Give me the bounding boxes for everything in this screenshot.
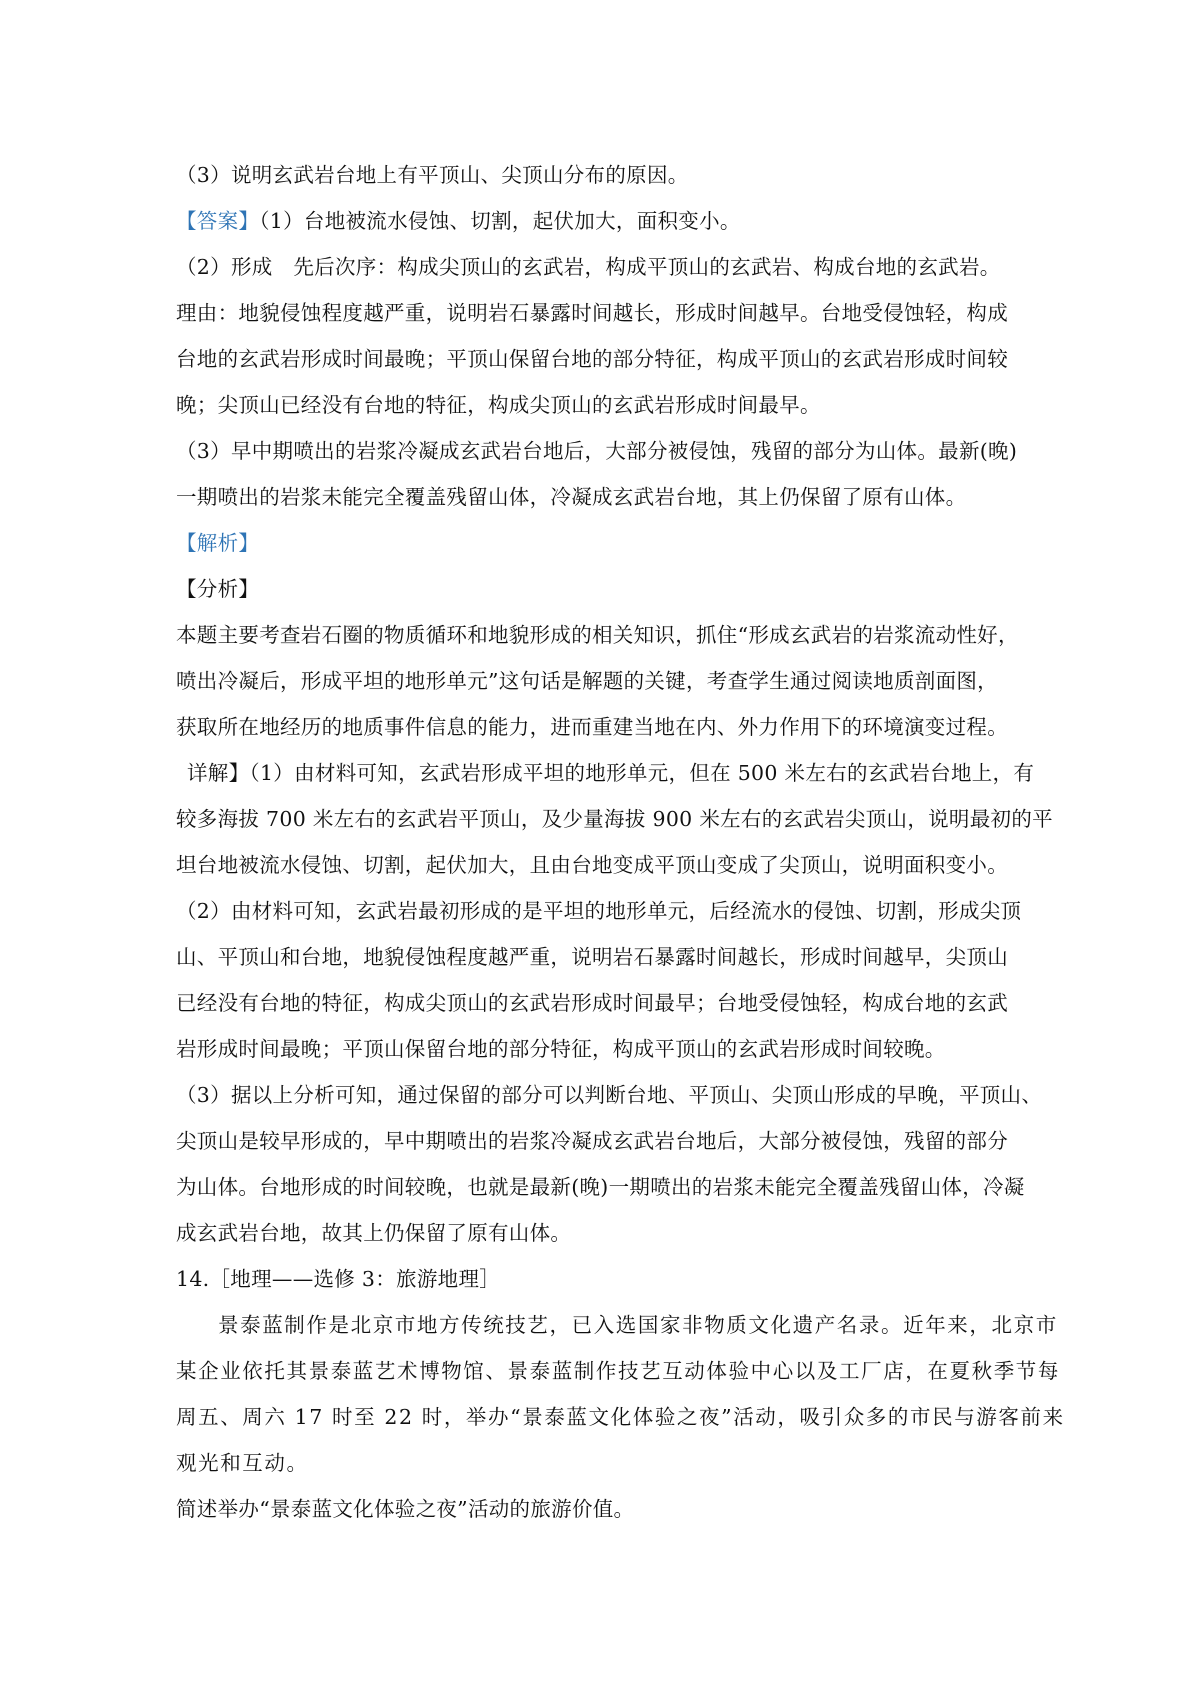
detail-line-1: 详解】（1）由材料可知，玄武岩形成平坦的地形单元，但在 500 米左右的玄武岩台地上，有 xyxy=(187,761,1035,785)
q14-material-line-3: 周五、周六 17 时至 22 时，举办“景泰蓝文化体验之夜”活动，吸引众多的市民与游客前来 xyxy=(176,1405,1065,1429)
q14-material-line-1: 景泰蓝制作是北京市地方传统技艺，已入选国家非物质文化遗产名录。近年来，北京市 xyxy=(218,1313,1058,1337)
analysis-line-1: 本题主要考查岩石圈的物质循环和地貌形成的相关知识，抓住“形成玄武岩的岩浆流动性好， xyxy=(176,623,1019,647)
answer-line-6: （3）早中期喷出的岩浆冷凝成玄武岩台地后，大部分被侵蚀，残留的部分为山体。最新(晚) xyxy=(176,439,1018,463)
q14-material-line-2: 某企业依托其景泰蓝艺术博物馆、景泰蓝制作技艺互动体验中心以及工厂店，在夏秋季节每 xyxy=(176,1359,1060,1383)
detail-line-4: （2）由材料可知，玄武岩最初形成的是平坦的地形单元，后经流水的侵蚀、切割，形成尖顶 xyxy=(176,899,1022,923)
analysis-label: 【解析】 xyxy=(176,531,260,555)
detail-line-11: 成玄武岩台地，故其上仍保留了原有山体。 xyxy=(176,1221,572,1245)
detail-line-7: 岩形成时间最晚；平顶山保留台地的部分特征，构成平顶山的玄武岩形成时间较晚。 xyxy=(176,1037,946,1061)
answer-text-1: （1）台地被流水侵蚀、切割，起伏加大，面积变小。 xyxy=(259,209,741,233)
detail-line-6: 已经没有台地的特征，构成尖顶山的玄武岩形成时间最早；台地受侵蚀轻，构成台地的玄武 xyxy=(176,991,1008,1015)
answer-line-1 xyxy=(176,204,741,234)
q14-material-line-4: 观光和互动。 xyxy=(176,1451,309,1475)
answer-line-3: 理由：地貌侵蚀程度越严重，说明岩石暴露时间越长，形成时间越早。台地受侵蚀轻，构成 xyxy=(176,301,1008,325)
analysis-sub-label: 【分析】 xyxy=(176,577,260,601)
detail-line-3: 坦台地被流水侵蚀、切割，起伏加大，且由台地变成平顶山变成了尖顶山，说明面积变小。 xyxy=(176,853,1008,877)
detail-line-9: 尖顶山是较早形成的，早中期喷出的岩浆冷凝成玄武岩台地后，大部分被侵蚀，残留的部分 xyxy=(176,1129,1008,1153)
analysis-line-2: 喷出冷凝后，形成平坦的地形单元”这句话是解题的关键，考查学生通过阅读地质剖面图， xyxy=(176,669,998,693)
detail-line-2: 较多海拔 700 米左右的玄武岩平顶山，及少量海拔 900 米左右的玄武岩尖顶山，说明最初的平 xyxy=(176,807,1053,831)
detail-line-10: 为山体。台地形成的时间较晚，也就是最新(晚)一期喷出的岩浆未能完全覆盖残留山体，冷凝 xyxy=(176,1175,1025,1199)
answer-line-4: 台地的玄武岩形成时间最晚；平顶山保留台地的部分特征，构成平顶山的玄武岩形成时间较 xyxy=(176,347,1008,371)
q3-question: （3）说明玄武岩台地上有平顶山、尖顶山分布的原因。 xyxy=(176,163,689,187)
detail-line-8: （3）据以上分析可知，通过保留的部分可以判断台地、平顶山、尖顶山形成的早晚，平顶山、 xyxy=(176,1083,1043,1107)
detail-line-5: 山、平顶山和台地，地貌侵蚀程度越严重，说明岩石暴露时间越长，形成时间越早，尖顶山 xyxy=(176,945,1008,969)
answer-line-2: （2）形成 先后次序：构成尖顶山的玄武岩，构成平顶山的玄武岩、构成台地的玄武岩。 xyxy=(176,255,1001,279)
analysis-line-3: 获取所在地经历的地质事件信息的能力，进而重建当地在内、外力作用下的环境演变过程。 xyxy=(176,715,1008,739)
answer-line-5: 晚；尖顶山已经没有台地的特征，构成尖顶山的玄武岩形成时间最早。 xyxy=(176,393,821,417)
q14-heading: 14.［地理——选修 3：旅游地理］ xyxy=(176,1267,501,1291)
q14-question: 简述举办“景泰蓝文化体验之夜”活动的旅游价值。 xyxy=(176,1497,635,1521)
answer-label: 【答案】 xyxy=(176,209,260,233)
answer-line-7: 一期喷出的岩浆未能完全覆盖残留山体，冷凝成玄武岩台地，其上仍保留了原有山体。 xyxy=(176,485,967,509)
